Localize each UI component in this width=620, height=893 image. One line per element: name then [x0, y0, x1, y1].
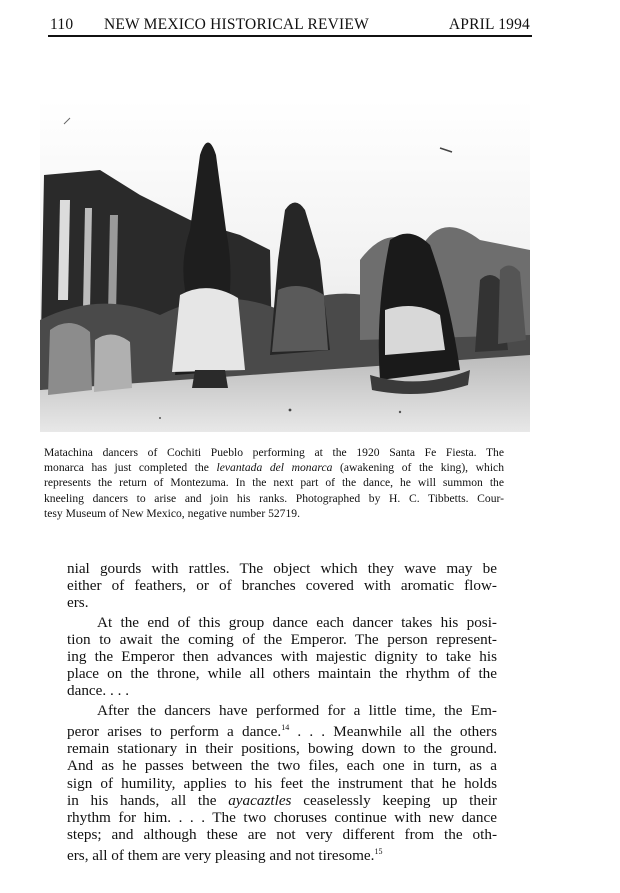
historical-photograph — [40, 100, 530, 432]
text-line: And as he passes between the two files, each one in turn, as a — [67, 757, 497, 775]
text-line: tion to await the coming of the Emperor. The person represent- — [67, 630, 497, 648]
text-line: sign of humility, applies to his feet the instrument that he holds — [67, 774, 497, 792]
caption-line — [44, 460, 504, 475]
text-line: nial gourds with rattles. The object which they wave may be — [67, 560, 497, 577]
text-line: ers, all of them are very pleasing and not tiresome.$^{15}$ — [67, 847, 383, 865]
journal-title: NEW MEXICO HISTORICAL REVIEW — [104, 16, 369, 33]
caption-line: kneeling dancers to arise and join his ranks. Photographed by H. C. Tibbetts. Cour- — [44, 491, 504, 505]
text-line: rhythm for him. . . . The two choruses continue with new dance — [67, 808, 497, 826]
footnote-ref-15[interactable]: 15 — [374, 847, 383, 857]
running-head — [48, 15, 532, 37]
text-line: ing the Emperor then advances with majestic dignity to take his — [67, 648, 497, 666]
page-number: 110 — [50, 16, 74, 33]
text-line: remain stationary in their positions, bowing down to the ground. — [67, 740, 497, 758]
issue-date: APRIL 1994 — [448, 16, 530, 33]
caption-text: monarca has just completed the — [44, 461, 217, 475]
caption-italic-term: levantada del monarca — [216, 461, 333, 475]
text-line: At the end of this group dance each dancer takes his posi- — [97, 613, 497, 631]
text-line: ers. — [67, 594, 89, 612]
text-line: place on the throne, while all others maintain the rhythm of the — [67, 665, 497, 683]
figure-caption — [44, 445, 504, 521]
footnote-ref-14[interactable]: 14 — [281, 722, 290, 732]
text-line: peror arises to perform a dance.$^{14}$ . . . Meanwhile all the others — [67, 722, 497, 740]
caption-line: Matachina dancers of Cochiti Pueblo performing at the 1920 Santa Fe Fiesta. The — [44, 446, 504, 459]
text-line: dance. . . . — [67, 682, 129, 700]
italic-term: ayacaztles — [228, 791, 292, 809]
caption-line: represents the return of Montezuma. In the next part of the dance, he will summon the — [44, 476, 504, 490]
caption-line: tesy Museum of New Mexico, negative number 52719. — [44, 506, 300, 520]
body-text — [67, 560, 497, 865]
text-line: in his hands, all the ayacaztles ceaselessly keeping up their — [67, 791, 497, 809]
text-line: steps; and although these are not very different from the oth- — [67, 826, 497, 844]
photo-illustration — [40, 100, 530, 432]
text-line: After the dancers have performed for a little time, the Em- — [97, 701, 497, 719]
text-line: either of feathers, or of branches covered with aromatic flow- — [67, 577, 497, 595]
caption-text: (awakening of the king), which — [332, 461, 505, 475]
